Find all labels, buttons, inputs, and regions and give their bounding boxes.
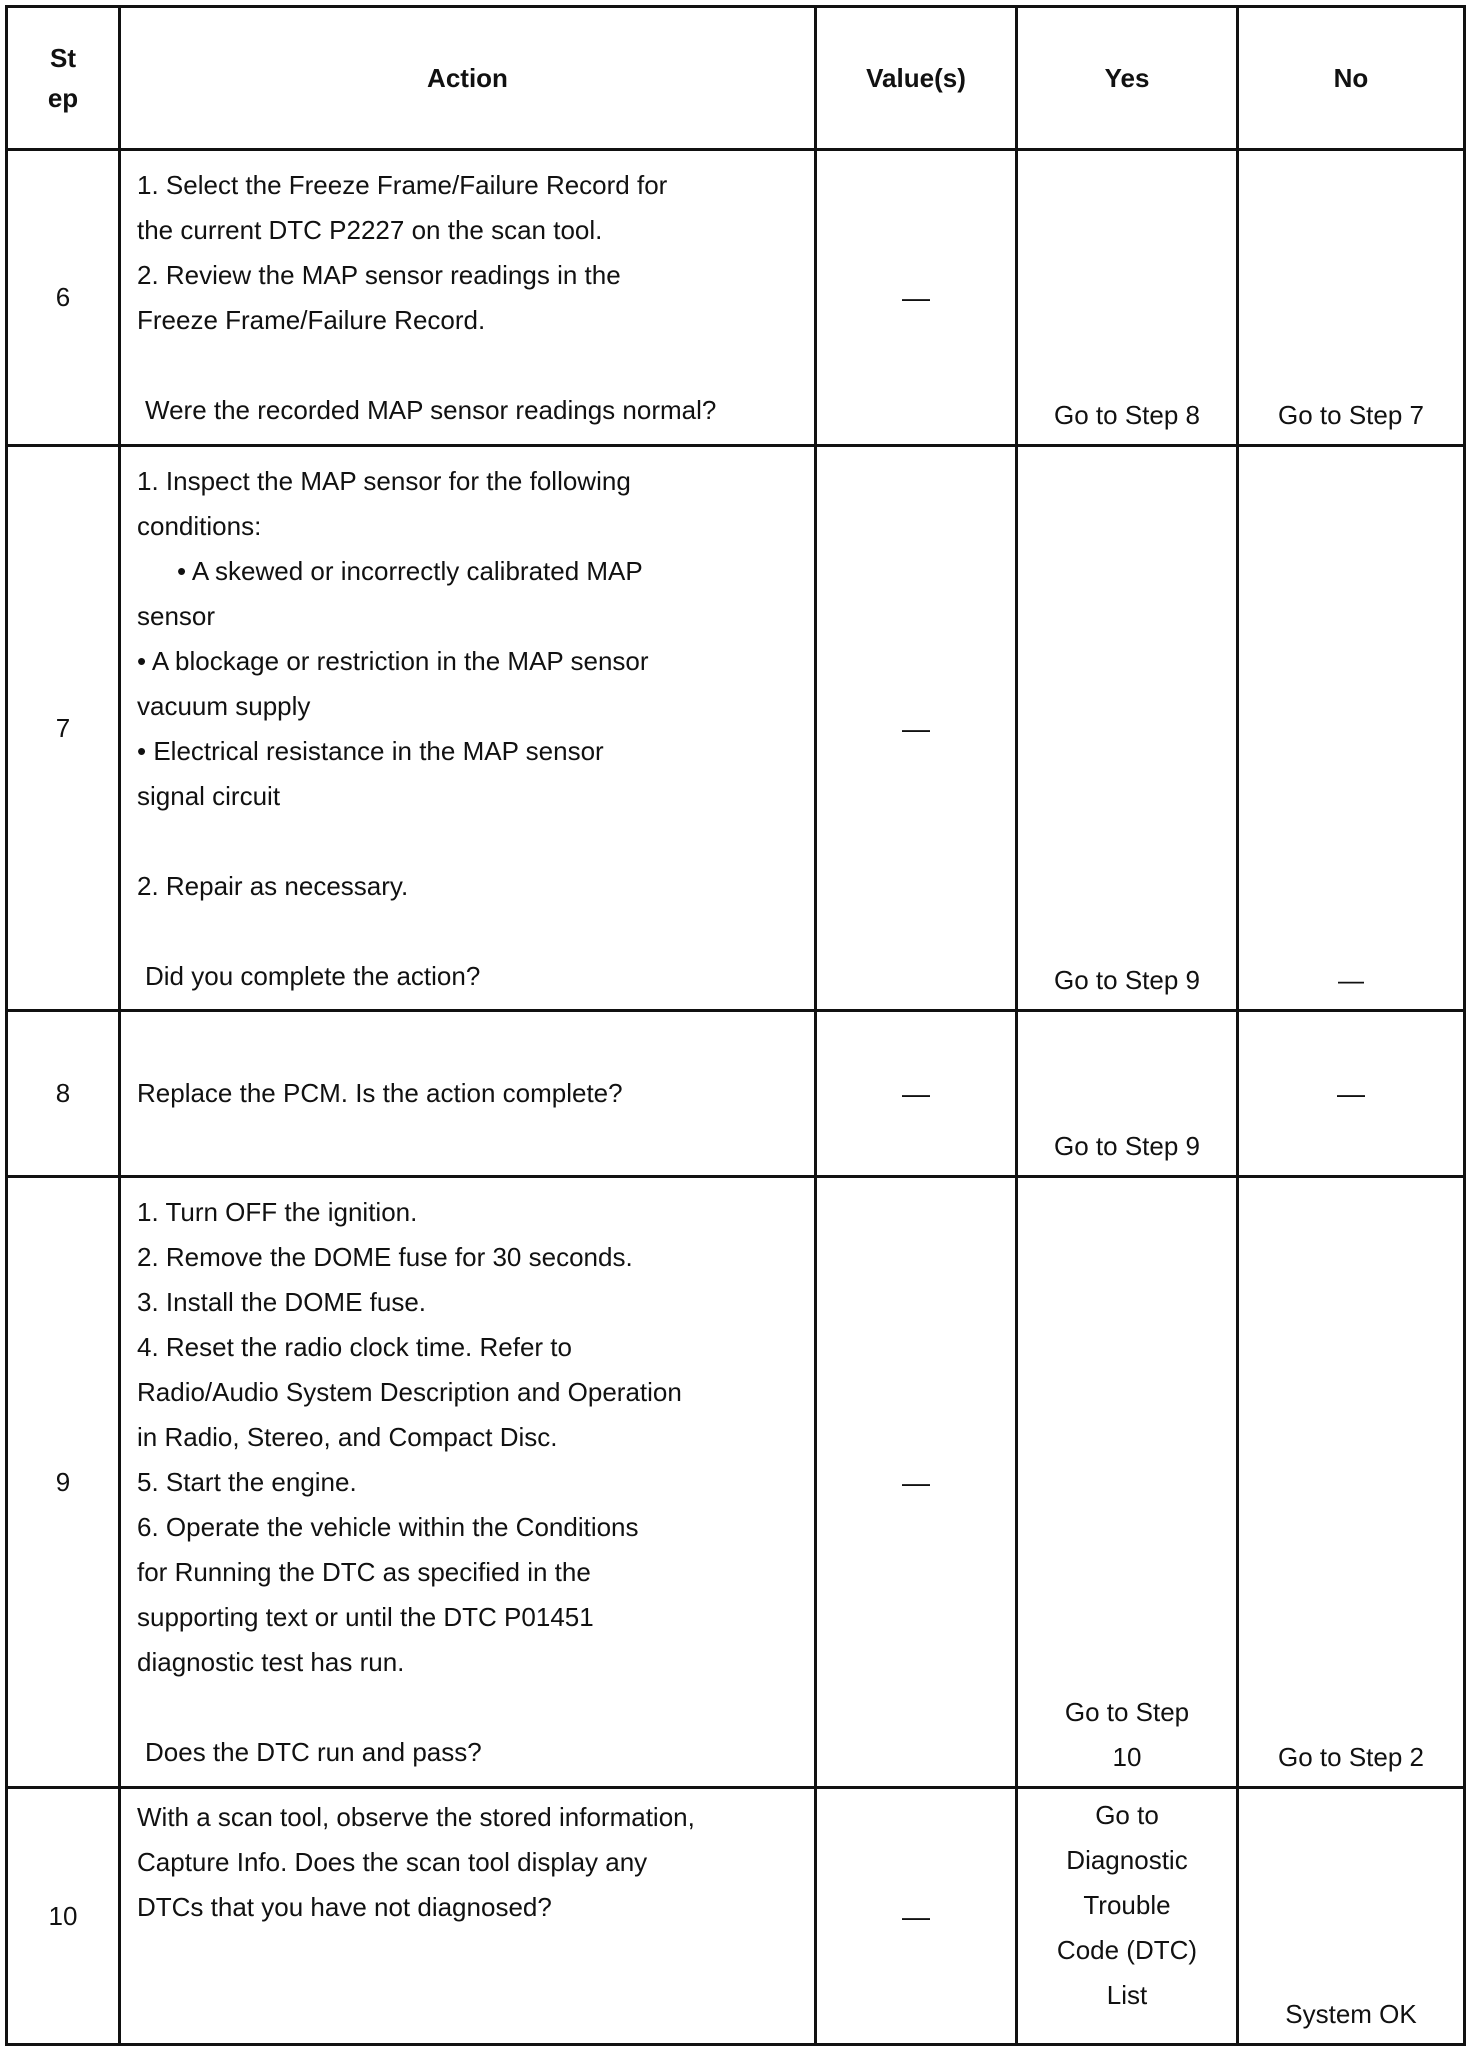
no-link[interactable]: Go to Step 2 xyxy=(1278,1742,1424,1772)
header-yes: Yes xyxy=(1017,7,1238,150)
action-line: 2. Review the MAP sensor readings in the xyxy=(137,260,621,290)
action-line: 1. Inspect the MAP sensor for the following xyxy=(137,466,631,496)
value-cell: — xyxy=(816,446,1017,1011)
action-line: 4. Reset the radio clock time. Refer to xyxy=(137,1332,572,1362)
header-action: Action xyxy=(120,7,816,150)
action-line: Replace the PCM. Is the action complete? xyxy=(137,1078,623,1108)
header-step: St ep xyxy=(7,7,120,150)
no-value: — xyxy=(1338,965,1364,995)
yes-link[interactable]: Go to Step 8 xyxy=(1054,400,1200,430)
diagnostic-table xyxy=(5,5,1466,2046)
bullet-line: • Electrical resistance in the MAP sensor xyxy=(137,736,604,766)
yes-link[interactable]: Go to Step 10 xyxy=(1064,1697,1190,1772)
action-line: Freeze Frame/Failure Record. xyxy=(137,305,486,335)
step-number: 10 xyxy=(7,1788,120,2045)
action-line: 2. Remove the DOME fuse for 30 seconds. xyxy=(137,1242,633,1272)
header-no: No xyxy=(1238,7,1465,150)
action-line xyxy=(137,819,814,864)
step-number: 6 xyxy=(7,150,120,446)
yes-cell xyxy=(1017,446,1238,1011)
action-line: signal circuit xyxy=(137,781,281,811)
action-line xyxy=(137,343,814,388)
action-cell xyxy=(120,1011,816,1177)
step-number: 8 xyxy=(7,1011,120,1177)
action-line: With a scan tool, observe the stored information, xyxy=(137,1802,695,1832)
step-number: 9 xyxy=(7,1177,120,1788)
action-cell xyxy=(120,1788,816,2045)
table-row-step-9 xyxy=(7,1177,1465,1788)
yes-cell xyxy=(1017,1177,1238,1788)
no-cell xyxy=(1238,1177,1465,1788)
action-line: diagnostic test has run. xyxy=(137,1647,405,1677)
value-cell: — xyxy=(816,1177,1017,1788)
action-line: supporting text or until the DTC P01451 xyxy=(137,1602,594,1632)
action-line: 6. Operate the vehicle within the Conditions xyxy=(137,1512,639,1542)
no-cell: — xyxy=(1238,1011,1465,1177)
action-line: 5. Start the engine. xyxy=(137,1467,357,1497)
action-line: Capture Info. Does the scan tool display any xyxy=(137,1847,648,1877)
yes-link[interactable]: Go to Step 9 xyxy=(1054,965,1200,995)
yes-cell xyxy=(1017,150,1238,446)
action-line: DTCs that you have not diagnosed? xyxy=(137,1892,552,1922)
table-row-step-8 xyxy=(7,1011,1465,1177)
action-cell xyxy=(120,150,816,446)
no-value: System OK xyxy=(1285,1999,1417,2029)
value-cell: — xyxy=(816,150,1017,446)
action-line: conditions: xyxy=(137,511,262,541)
no-link[interactable]: Go to Step 7 xyxy=(1278,400,1424,430)
action-line: Radio/Audio System Description and Operation xyxy=(137,1377,682,1407)
action-cell xyxy=(120,446,816,1011)
question-line: Does the DTC run and pass? xyxy=(145,1737,482,1767)
table-row-step-10 xyxy=(7,1788,1465,2045)
step-number: 7 xyxy=(7,446,120,1011)
table-row-step-7 xyxy=(7,446,1465,1011)
action-line: sensor xyxy=(137,601,216,631)
yes-link[interactable]: Go to Step 9 xyxy=(1054,1131,1200,1161)
action-line: for Running the DTC as specified in the xyxy=(137,1557,591,1587)
action-line xyxy=(137,909,814,954)
header-row xyxy=(7,7,1465,150)
no-cell xyxy=(1238,1788,1465,2045)
header-values: Value(s) xyxy=(816,7,1017,150)
action-line: 1. Turn OFF the ignition. xyxy=(137,1197,418,1227)
yes-cell xyxy=(1017,1011,1238,1177)
bullet-line: • A blockage or restriction in the MAP sensor xyxy=(137,646,649,676)
yes-link[interactable]: Go to Diagnostic Trouble Code (DTC) List xyxy=(1056,1800,1198,2010)
table-row-step-6 xyxy=(7,150,1465,446)
action-line: the current DTC P2227 on the scan tool. xyxy=(137,215,603,245)
no-cell xyxy=(1238,446,1465,1011)
action-line: 3. Install the DOME fuse. xyxy=(137,1287,427,1317)
action-line xyxy=(137,1685,814,1730)
yes-cell xyxy=(1017,1788,1238,2045)
action-line: 2. Repair as necessary. xyxy=(137,871,409,901)
action-line: 1. Select the Freeze Frame/Failure Record for xyxy=(137,170,668,200)
action-cell xyxy=(120,1177,816,1788)
no-cell xyxy=(1238,150,1465,446)
question-line: Did you complete the action? xyxy=(145,961,481,991)
value-cell: — xyxy=(816,1788,1017,2045)
question-line: Were the recorded MAP sensor readings normal? xyxy=(145,395,717,425)
bullet-line: • A skewed or incorrectly calibrated MAP xyxy=(177,556,643,586)
action-line: vacuum supply xyxy=(137,691,311,721)
action-line: in Radio, Stereo, and Compact Disc. xyxy=(137,1422,558,1452)
value-cell: — xyxy=(816,1011,1017,1177)
